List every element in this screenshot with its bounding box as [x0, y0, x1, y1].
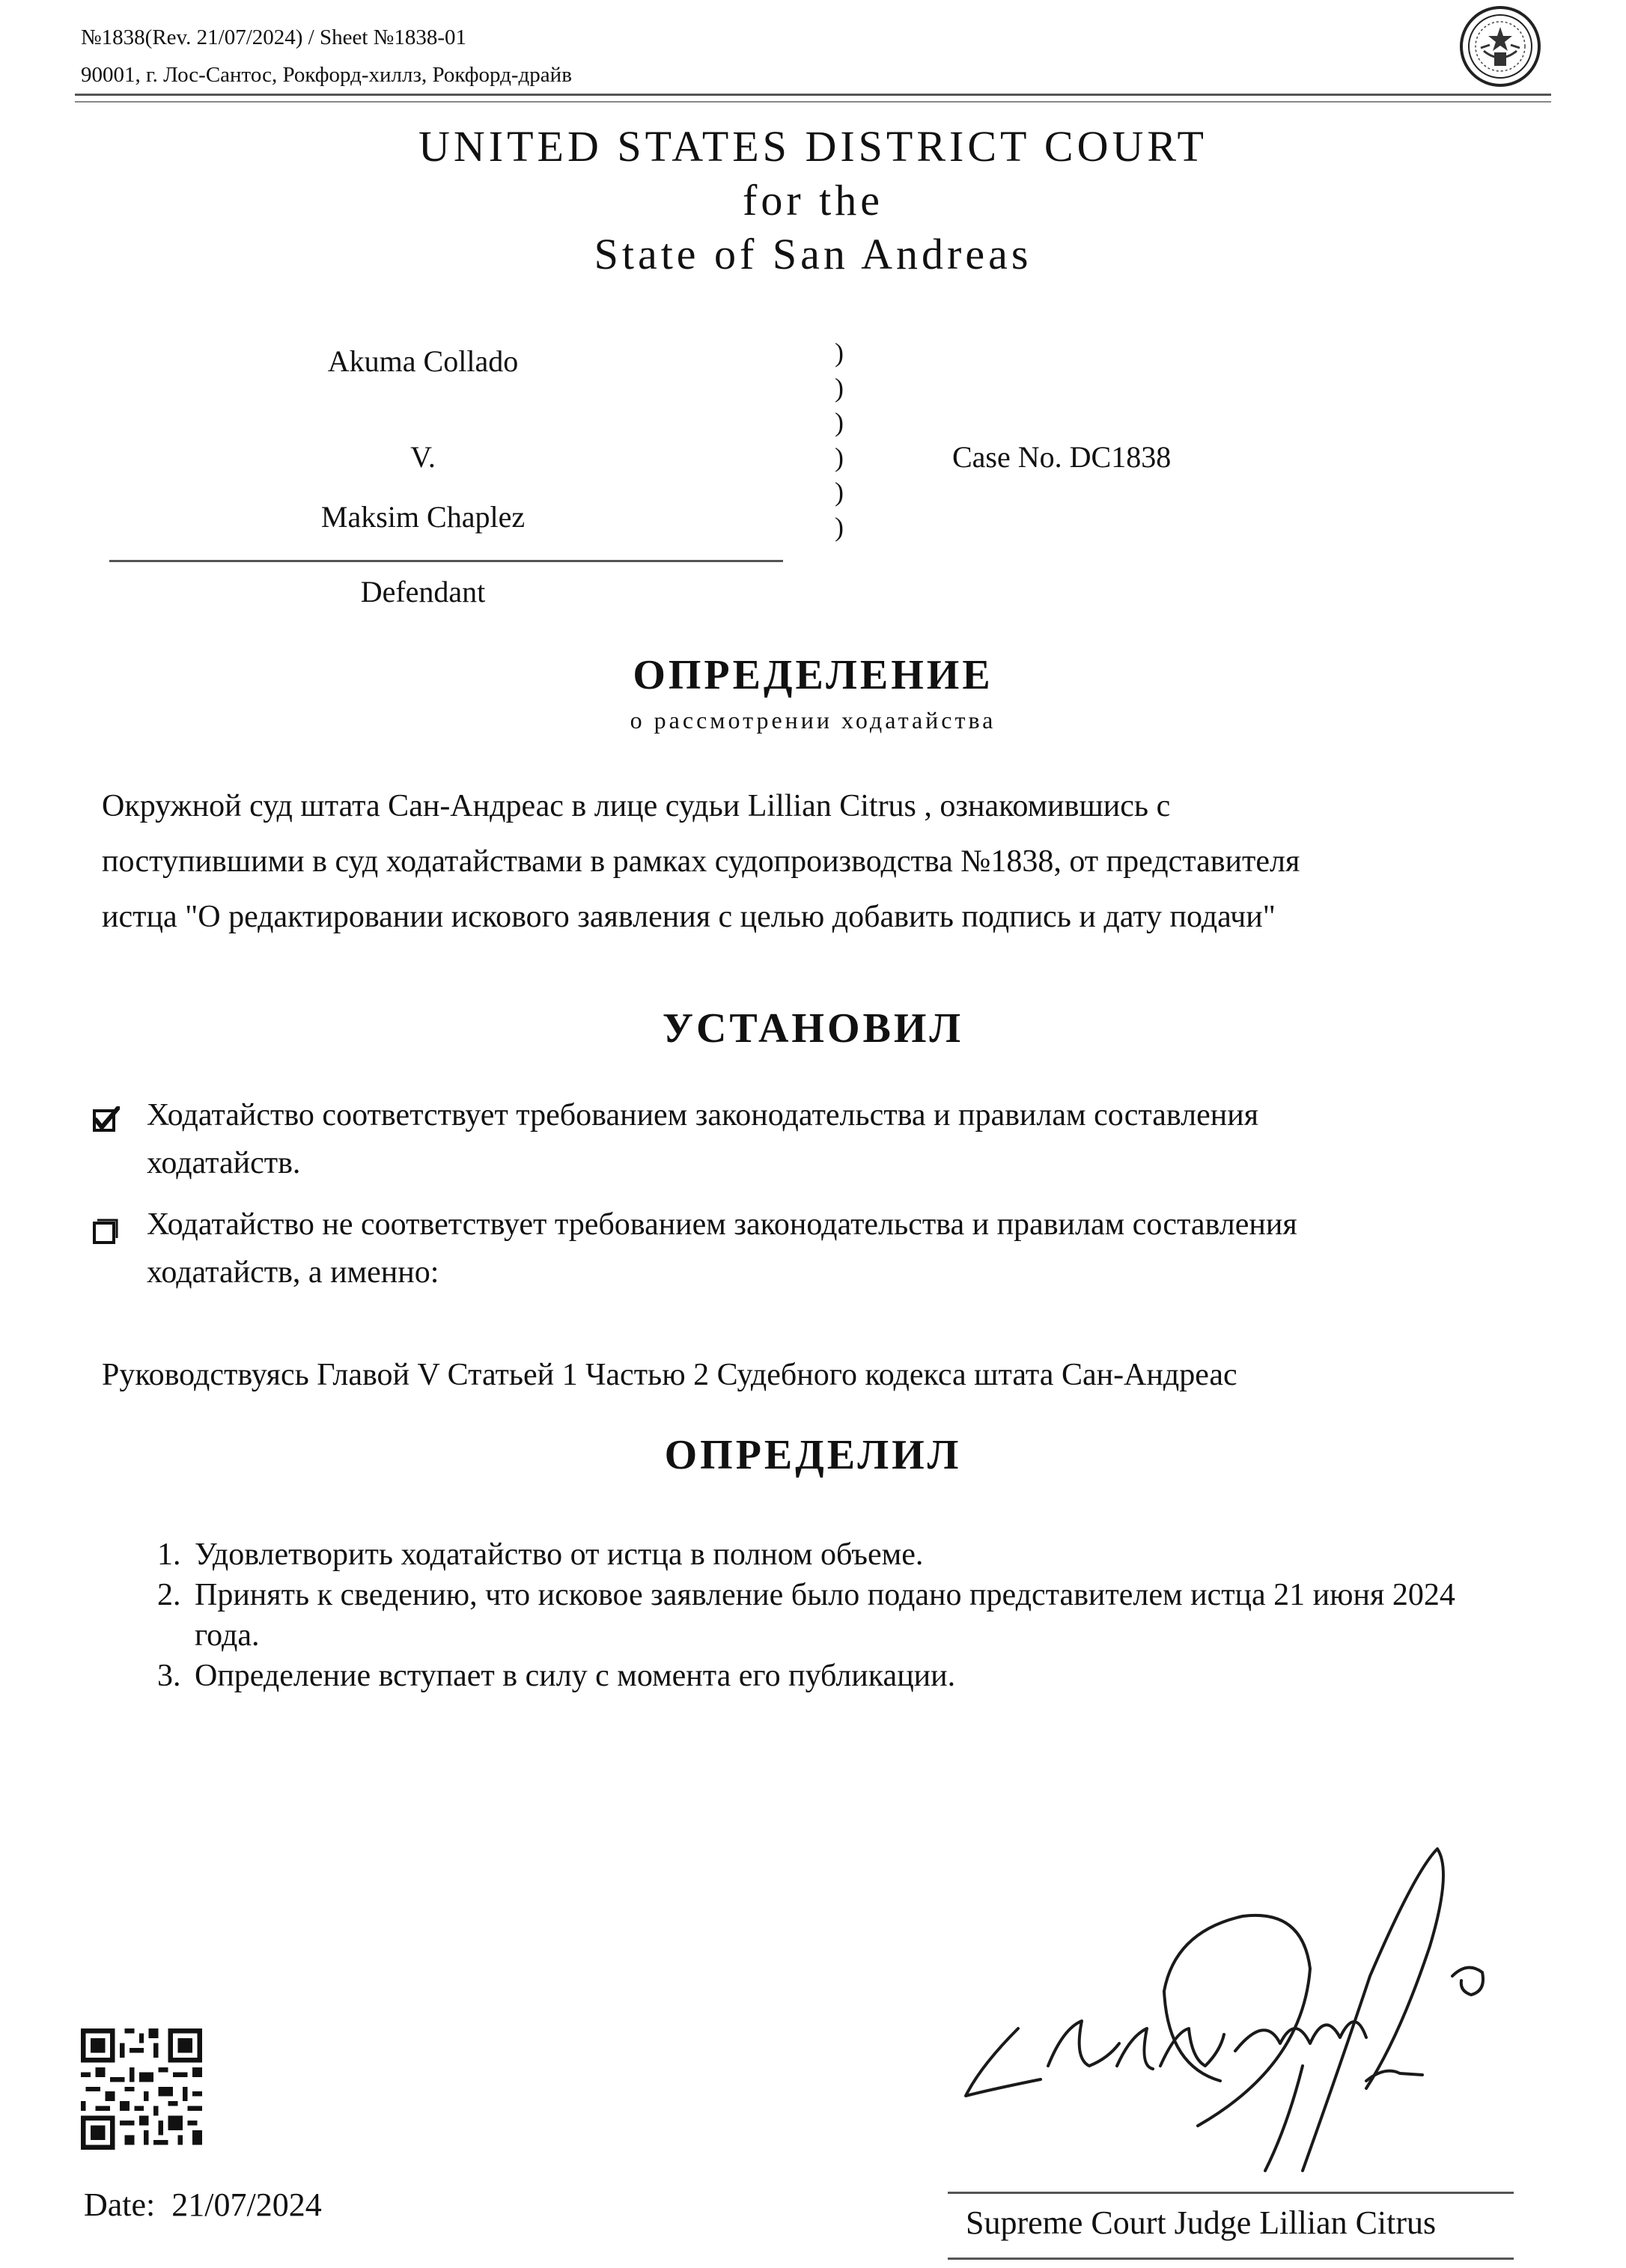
option-line: Ходатайство не соответствует требованием законодательства и правилам составления: [147, 1207, 1297, 1242]
header-rule-secondary: [75, 101, 1551, 103]
intro-line: истца "О редактировании искового заявления с целью добавить подпись и дату подачи": [102, 900, 1276, 934]
intro-line: Окружной суд штата Сан-Андреас в лице судьи Lillian Citrus , ознакомившись с: [102, 789, 1171, 823]
parenthesis: ): [835, 477, 844, 507]
court-seal-icon: [1458, 4, 1542, 88]
legal-basis: Руководствуясь Главой V Статьей 1 Частью 2 Судебного кодекса штата Сан-Андреас: [102, 1358, 1237, 1392]
parenthesis: ): [835, 511, 844, 542]
court-state: State of San Andreas: [594, 230, 1032, 278]
decision-item: 3. Определение вступает в силу с момента его публикации.: [189, 1656, 1521, 1696]
case-number: Case No. DC1838: [952, 440, 1172, 474]
ruling-title: ОПРЕДЕЛЕНИЕ: [633, 652, 993, 698]
plaintiff-name: Akuma Collado: [327, 344, 519, 378]
established-option-noncompliant: [147, 1201, 1524, 1296]
decision-item: 2. Принять к сведению, что исковое заявление было подано представителем истца 21 июня 2024 года.: [189, 1575, 1521, 1656]
parenthesis: ): [835, 407, 844, 437]
option-line: ходатайств.: [147, 1146, 301, 1180]
judge-title: Supreme Court Judge Lillian Citrus: [966, 2204, 1437, 2241]
option-line: Ходатайство соответствует требованием законодательства и правилам составления: [147, 1098, 1259, 1133]
qr-code-icon: [81, 2028, 202, 2150]
judge-signature: [951, 1841, 1505, 2193]
parenthesis: ): [835, 372, 844, 403]
court-address: 90001, г. Лос-Сантос, Рокфорд-хиллз, Рокфорд-драйв: [81, 63, 572, 87]
established-title: УСТАНОВИЛ: [662, 1005, 964, 1052]
decided-title: ОПРЕДЕЛИЛ: [664, 1432, 962, 1478]
decision-item: 1. Удовлетворить ходатайство от истца в полном объеме.: [189, 1534, 1521, 1575]
caption-rule: [109, 560, 783, 562]
intro-line: поступившими в суд ходатайствами в рамках судопроизводства №1838, от представителя: [102, 844, 1300, 879]
signature-rule-bottom: [948, 2258, 1514, 2260]
document-reference: №1838(Rev. 21/07/2024) / Sheet №1838-01: [81, 25, 466, 49]
court-for-the: for the: [743, 176, 883, 225]
date-value: 21/07/2024: [171, 2186, 322, 2223]
decision-list: [151, 1534, 1521, 1696]
option-line: ходатайств, а именно:: [147, 1255, 439, 1290]
defendant-role: Defendant: [360, 575, 486, 609]
caption-parentheses: [835, 335, 844, 544]
date-label: Date:: [84, 2186, 156, 2223]
checked-box-icon: [91, 1106, 120, 1135]
court-name: UNITED STATES DISTRICT COURT: [418, 122, 1208, 171]
versus-label: V.: [410, 440, 436, 474]
ruling-intro: [102, 778, 1524, 945]
established-option-compliant: [147, 1091, 1524, 1187]
unchecked-box-icon: [91, 1217, 120, 1246]
ruling-subtitle: о рассмотрении ходатайства: [630, 707, 996, 734]
parenthesis: ): [835, 338, 844, 368]
date-line: [84, 2184, 322, 2226]
defendant-name: Maksim Chaplez: [320, 500, 526, 534]
header-rule: [75, 94, 1551, 96]
signature-rule: [948, 2192, 1514, 2194]
parenthesis: ): [835, 442, 844, 472]
